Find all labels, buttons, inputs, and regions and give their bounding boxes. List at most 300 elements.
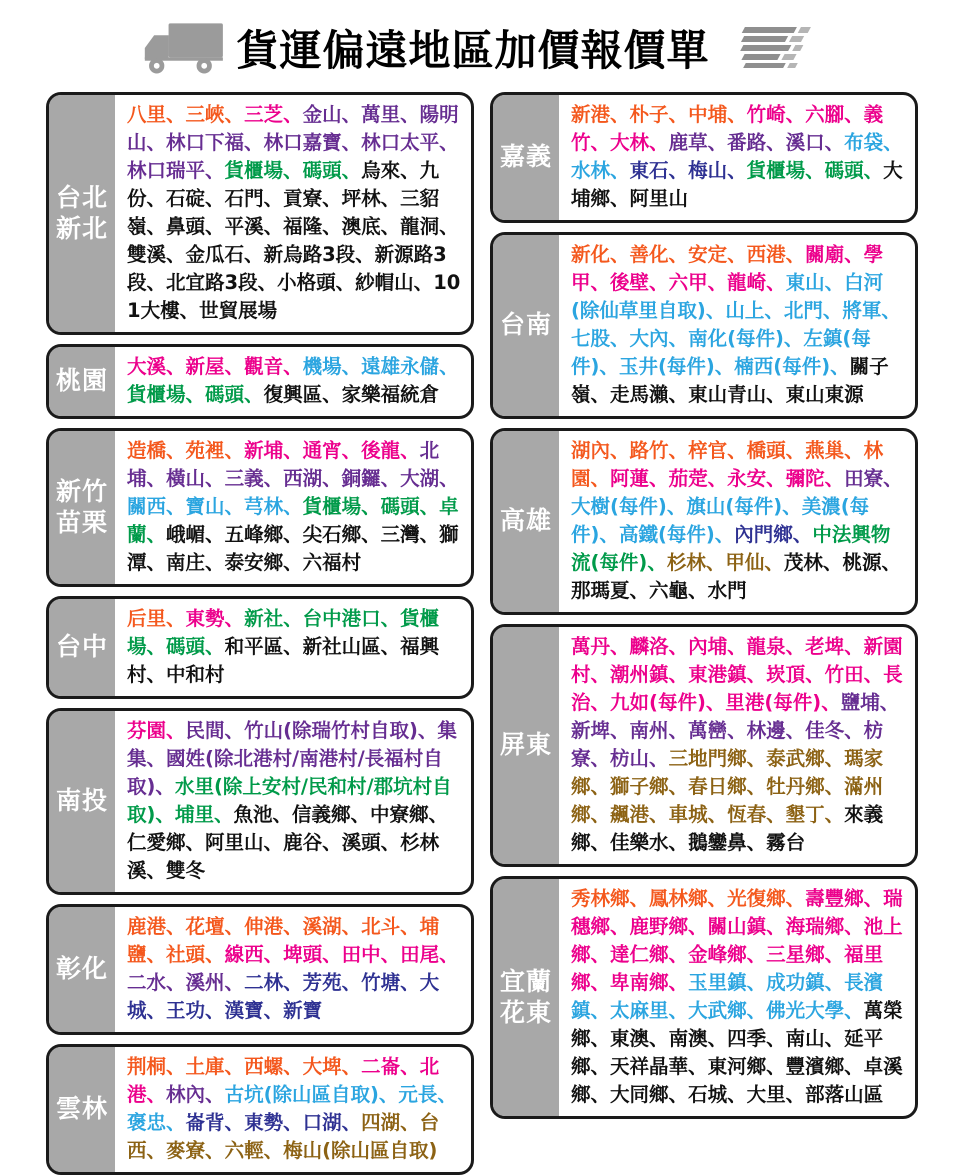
separator: 、: [380, 467, 401, 490]
place-name: 湖內: [571, 439, 611, 462]
separator: 、: [727, 439, 747, 462]
place-name: 關西: [127, 495, 167, 518]
place-name: 貨櫃場: [127, 383, 186, 406]
place-name: 碼頭: [824, 159, 864, 182]
place-name: 苑裡: [185, 439, 225, 462]
separator: 、: [746, 999, 767, 1022]
separator: 、: [166, 719, 186, 742]
separator: 、: [166, 1055, 186, 1078]
place-name: 溪頭: [341, 831, 381, 854]
place-name: 水門: [707, 579, 747, 602]
place-name: 三峽: [185, 103, 225, 126]
separator: 、: [224, 607, 245, 630]
place-name: 芳苑: [302, 971, 342, 994]
separator: 、: [263, 215, 284, 238]
place-name: 中寮鄉: [370, 803, 429, 826]
separator: 、: [782, 495, 802, 518]
separator: 、: [146, 1083, 167, 1106]
separator: 、: [224, 495, 245, 518]
place-name: 伸港: [244, 915, 284, 938]
separator: 、: [205, 999, 225, 1022]
place-name: 埔里: [174, 803, 214, 826]
place-name: 杉林溪: [127, 831, 440, 882]
separator: 、: [283, 355, 303, 378]
place-name: 芎林: [244, 495, 284, 518]
separator: 、: [205, 635, 225, 658]
separator: 、: [341, 103, 362, 126]
separator: 、: [881, 551, 901, 574]
separator: 、: [400, 1055, 420, 1078]
separator: 、: [727, 159, 747, 182]
place-name: 西螺: [244, 1055, 284, 1078]
place-name: 新港: [571, 103, 611, 126]
speed-lines-icon: [720, 25, 820, 71]
place-name: 大林: [610, 131, 650, 154]
place-name: 布袋: [844, 131, 884, 154]
separator: 、: [283, 915, 303, 938]
place-name: 石城: [688, 1083, 728, 1106]
separator: 、: [322, 943, 342, 966]
place-name: 水里(除上安村/民和村/郡坑村自取): [127, 775, 452, 826]
separator: 、: [844, 915, 864, 938]
place-name: 大同鄉: [610, 1083, 669, 1106]
place-name: 南庄: [166, 551, 206, 574]
separator: 、: [419, 495, 440, 518]
place-name: 白河(除仙草里自取): [571, 271, 884, 322]
separator: 、: [688, 1055, 708, 1078]
region-items-kaohsiung: [559, 431, 915, 612]
separator: 、: [419, 523, 440, 546]
place-name: 將軍: [842, 299, 882, 322]
place-name: 九如(每件): [610, 691, 706, 714]
place-name: 萬丹: [571, 635, 611, 658]
column-right: [490, 92, 918, 1119]
separator: 、: [341, 915, 362, 938]
separator: 、: [146, 271, 167, 294]
separator: 、: [821, 691, 841, 714]
separator: 、: [224, 915, 245, 938]
place-name: 三地門鄉: [668, 747, 747, 770]
place-name: 梅山: [688, 159, 728, 182]
separator: 、: [610, 243, 630, 266]
place-name: 桃源: [842, 551, 882, 574]
place-name: 碼頭: [302, 159, 342, 182]
separator: 、: [341, 439, 362, 462]
place-name: 新埤: [571, 719, 611, 742]
place-name: 新寶: [283, 999, 323, 1022]
place-name: 鼻頭: [166, 215, 206, 238]
place-name: 金峰鄉: [688, 943, 747, 966]
separator: 、: [822, 299, 843, 322]
place-name: 東勢: [244, 1111, 284, 1134]
place-name: 獅潭: [127, 523, 459, 574]
place-name: 東山青山: [688, 383, 767, 406]
separator: 、: [166, 439, 186, 462]
place-name: 復興區: [263, 383, 323, 406]
place-name: 新社山區: [302, 635, 381, 658]
separator: 、: [629, 887, 650, 910]
separator: 、: [166, 243, 186, 266]
place-name: 東山: [785, 271, 825, 294]
place-name: 八里: [127, 103, 167, 126]
separator: 、: [378, 1083, 399, 1106]
place-name: 麥寮: [166, 1139, 206, 1162]
separator: 、: [341, 1111, 362, 1134]
separator: 、: [766, 915, 786, 938]
separator: 、: [792, 523, 813, 546]
separator: 、: [599, 523, 619, 546]
place-name: 阿里山: [629, 187, 689, 210]
separator: 、: [263, 831, 284, 854]
place-name: 台中港口: [302, 607, 381, 630]
separator: 、: [146, 859, 167, 882]
separator: 、: [224, 103, 245, 126]
place-name: 枋寮: [571, 719, 884, 770]
separator: 、: [844, 719, 864, 742]
place-name: 六甲: [668, 271, 708, 294]
place-name: 貢寮: [283, 187, 323, 210]
place-name: 溪湖: [302, 915, 342, 938]
separator: 、: [322, 467, 342, 490]
region-items-yilan-huatung: [559, 879, 915, 1116]
place-name: 那瑪夏: [571, 579, 630, 602]
separator: 、: [439, 215, 459, 238]
region-box-changhua: [46, 904, 474, 1035]
region-label-yilan-huatung: 宜蘭 花東: [493, 879, 559, 1116]
separator: 、: [590, 999, 611, 1022]
separator: 、: [205, 187, 225, 210]
separator: 、: [668, 719, 689, 742]
separator: 、: [283, 971, 303, 994]
separator: 、: [439, 943, 459, 966]
place-name: 善化: [629, 243, 669, 266]
place-name: 水林: [571, 159, 611, 182]
place-name: 東山東源: [785, 383, 864, 406]
place-name: 林口下福: [166, 131, 245, 154]
place-name: 走馬瀨: [610, 383, 669, 406]
separator: 、: [705, 691, 726, 714]
place-name: 碼頭: [380, 495, 420, 518]
separator: 、: [879, 691, 900, 714]
place-name: 東勢: [185, 607, 225, 630]
separator: 、: [335, 271, 356, 294]
place-name: 阿蓮: [610, 467, 650, 490]
separator: 、: [322, 831, 342, 854]
separator: 、: [705, 551, 726, 574]
place-name: 中埔: [688, 103, 728, 126]
separator: 、: [263, 1139, 284, 1162]
separator: 、: [146, 523, 167, 546]
place-name: 里港(每件): [725, 691, 822, 714]
separator: 、: [727, 243, 747, 266]
separator: 、: [707, 271, 728, 294]
place-name: 大溪: [127, 355, 167, 378]
separator: 、: [590, 383, 611, 406]
separator: 、: [668, 663, 689, 686]
region-items-tainan: [559, 235, 915, 416]
place-name: 義竹: [571, 103, 884, 154]
place-name: 關山鎮: [707, 915, 767, 938]
separator: 、: [764, 299, 784, 322]
region-label-chiayi: 嘉義: [493, 95, 559, 220]
separator: 、: [785, 439, 806, 462]
separator: 、: [668, 943, 689, 966]
separator: 、: [590, 1027, 611, 1050]
place-name: 佳冬: [805, 719, 845, 742]
separator: 、: [668, 103, 689, 126]
place-name: 橋頭: [746, 439, 786, 462]
place-name: 卓蘭: [127, 495, 459, 546]
place-name: 東澳: [610, 1027, 650, 1050]
separator: 、: [590, 271, 611, 294]
separator: 、: [830, 355, 850, 378]
place-name: 秀林鄉: [571, 887, 630, 910]
separator: 、: [610, 327, 630, 350]
place-name: 東河鄉: [707, 1055, 767, 1078]
separator: 、: [439, 355, 459, 378]
separator: 、: [785, 103, 806, 126]
place-name: 左鎮(每件): [571, 327, 871, 378]
place-name: 竹山(除瑞竹村自取): [244, 719, 418, 742]
separator: 、: [244, 243, 264, 266]
separator: 、: [590, 747, 611, 770]
place-name: 六腳: [805, 103, 845, 126]
place-name: 萬榮鄉: [571, 999, 903, 1050]
place-name: 101大樓: [127, 271, 461, 322]
place-name: 三灣: [380, 523, 420, 546]
separator: 、: [844, 243, 864, 266]
place-name: 信義鄉: [292, 803, 351, 826]
place-name: 小格頭: [277, 271, 336, 294]
place-name: 竹塘: [361, 971, 401, 994]
separator: 、: [380, 215, 401, 238]
separator: 、: [805, 663, 825, 686]
place-name: 貨櫃場: [746, 159, 806, 182]
place-name: 大樹(每件): [571, 495, 667, 518]
place-name: 花壇: [185, 915, 225, 938]
place-name: 鵝鑾鼻: [688, 831, 747, 854]
place-name: 新屋: [185, 355, 225, 378]
region-label-changhua: 彰化: [49, 907, 115, 1032]
separator: 、: [822, 551, 843, 574]
place-name: 民間: [185, 719, 225, 742]
separator: 、: [437, 1083, 457, 1106]
separator: 、: [205, 159, 225, 182]
separator: 、: [263, 187, 284, 210]
content-columns: [0, 82, 960, 1175]
place-name: 碼頭: [205, 383, 245, 406]
separator: 、: [590, 775, 611, 798]
place-name: 北港: [127, 1055, 440, 1106]
place-name: 貨櫃場: [127, 607, 440, 658]
place-name: 田中: [341, 943, 381, 966]
place-name: 卓溪鄉: [571, 1055, 903, 1106]
separator: 、: [400, 971, 420, 994]
separator: 、: [766, 383, 786, 406]
place-name: 四季: [727, 1027, 767, 1050]
place-name: 茂林: [783, 551, 823, 574]
separator: 、: [746, 775, 767, 798]
separator: 、: [707, 887, 728, 910]
separator: 、: [244, 131, 264, 154]
separator: 、: [649, 467, 669, 490]
separator: 、: [146, 663, 167, 686]
place-name: 鹿谷: [283, 831, 323, 854]
separator: 、: [824, 131, 845, 154]
place-name: 通宵: [302, 439, 342, 462]
region-items-chiayi: [559, 95, 915, 220]
separator: 、: [746, 663, 767, 686]
separator: 、: [257, 271, 278, 294]
place-name: 雙溪: [127, 243, 167, 266]
separator: 、: [146, 1139, 167, 1162]
place-name: 貨櫃場: [302, 495, 362, 518]
separator: 、: [185, 383, 206, 406]
place-name: 延平鄉: [571, 1027, 884, 1078]
place-name: 溪州: [185, 971, 225, 994]
place-name: 新烏路3段: [263, 243, 356, 266]
separator: 、: [629, 579, 650, 602]
separator: 、: [649, 803, 669, 826]
place-name: 三芝: [244, 103, 284, 126]
place-name: 遠雄永儲: [361, 355, 440, 378]
separator: 、: [824, 775, 845, 798]
place-name: 甲仙: [725, 551, 765, 574]
separator: 、: [166, 971, 186, 994]
region-box-taichung: [46, 596, 474, 699]
place-name: 山上: [725, 299, 765, 322]
place-name: 鹿港: [127, 915, 167, 938]
place-name: 達仁鄉: [610, 943, 669, 966]
place-name: 烏來: [361, 159, 401, 182]
region-label-taoyuan: 桃園: [49, 347, 115, 416]
separator: 、: [590, 803, 611, 826]
separator: 、: [610, 187, 630, 210]
place-name: 新社: [244, 607, 284, 630]
separator: 、: [179, 299, 200, 322]
place-name: 二林: [244, 971, 284, 994]
place-name: 中法興物流(每件): [571, 523, 891, 574]
place-name: 林園: [571, 439, 884, 490]
place-name: 九份: [127, 159, 440, 210]
place-name: 墾丁: [785, 803, 825, 826]
separator: 、: [341, 159, 362, 182]
separator: 、: [668, 635, 689, 658]
place-name: 鹿草: [668, 131, 708, 154]
place-name: 田尾: [400, 943, 440, 966]
separator: 、: [668, 243, 689, 266]
separator: 、: [224, 719, 245, 742]
separator: 、: [166, 355, 186, 378]
place-name: 佛光大學: [766, 999, 845, 1022]
separator: 、: [341, 355, 362, 378]
place-name: 太麻里: [610, 999, 669, 1022]
separator: 、: [355, 243, 375, 266]
place-name: 卑南鄉: [610, 971, 669, 994]
separator: 、: [166, 103, 186, 126]
separator: 、: [155, 775, 175, 798]
separator: 、: [590, 1083, 611, 1106]
place-name: 玉井(每件): [618, 355, 715, 378]
separator: 、: [213, 803, 234, 826]
place-name: 成功鎮: [766, 971, 825, 994]
place-name: 老埤: [805, 635, 845, 658]
place-name: 燕巢: [805, 439, 845, 462]
separator: 、: [785, 243, 806, 266]
separator: 、: [666, 495, 687, 518]
separator: 、: [341, 971, 362, 994]
separator: 、: [649, 747, 669, 770]
separator: 、: [380, 187, 401, 210]
separator: 、: [746, 747, 767, 770]
place-name: 田寮: [844, 467, 884, 490]
separator: 、: [746, 943, 767, 966]
separator: 、: [224, 355, 245, 378]
region-items-hsinchu-miaoli: [115, 431, 471, 584]
place-name: 大埔鄉: [571, 159, 903, 210]
separator: 、: [439, 467, 459, 490]
place-name: 世貿展場: [199, 299, 278, 322]
place-name: 元長: [398, 1083, 438, 1106]
place-name: 四湖: [361, 1111, 401, 1134]
separator: 、: [283, 495, 303, 518]
separator: 、: [341, 1055, 362, 1078]
separator: 、: [668, 383, 689, 406]
page-title: 貨運偏遠地區加價報價單: [236, 26, 710, 75]
place-name: 王功: [166, 999, 206, 1022]
place-name: 北埔: [127, 439, 440, 490]
region-box-yilan-huatung: [490, 876, 918, 1119]
place-name: 社頭: [166, 943, 206, 966]
separator: 、: [668, 775, 689, 798]
separator: 、: [350, 803, 371, 826]
place-name: 三星鄉: [766, 943, 825, 966]
place-name: 橫山: [166, 467, 206, 490]
place-name: 竹崎: [746, 103, 786, 126]
place-name: 石碇: [166, 187, 206, 210]
place-name: 后里: [127, 607, 167, 630]
separator: 、: [881, 299, 901, 322]
separator: 、: [824, 467, 845, 490]
place-name: 大城: [127, 971, 440, 1022]
page-header: [0, 0, 960, 82]
separator: 、: [428, 803, 449, 826]
region-items-taoyuan: [115, 347, 471, 416]
place-name: 芬園: [127, 719, 167, 742]
place-name: 海瑞鄉: [785, 915, 845, 938]
place-name: 滿州鄉: [571, 775, 884, 826]
place-name: 銅鑼: [341, 467, 381, 490]
place-name: 路竹: [629, 439, 669, 462]
place-name: 林口瑞平: [127, 159, 206, 182]
separator: 、: [283, 635, 303, 658]
place-name: 光復鄉: [727, 887, 786, 910]
separator: 、: [283, 1111, 303, 1134]
place-name: 梓官: [688, 439, 728, 462]
separator: 、: [283, 551, 303, 574]
separator: 、: [166, 915, 186, 938]
place-name: 口湖: [302, 1111, 342, 1134]
place-name: 新埔: [244, 439, 284, 462]
place-name: 瑪家鄉: [571, 747, 884, 798]
place-name: 杉林: [666, 551, 706, 574]
separator: 、: [668, 439, 689, 462]
truck-icon: [140, 20, 226, 76]
place-name: 飆港: [610, 803, 650, 826]
place-name: 石門: [224, 187, 264, 210]
separator: 、: [764, 551, 784, 574]
separator: 、: [244, 383, 264, 406]
